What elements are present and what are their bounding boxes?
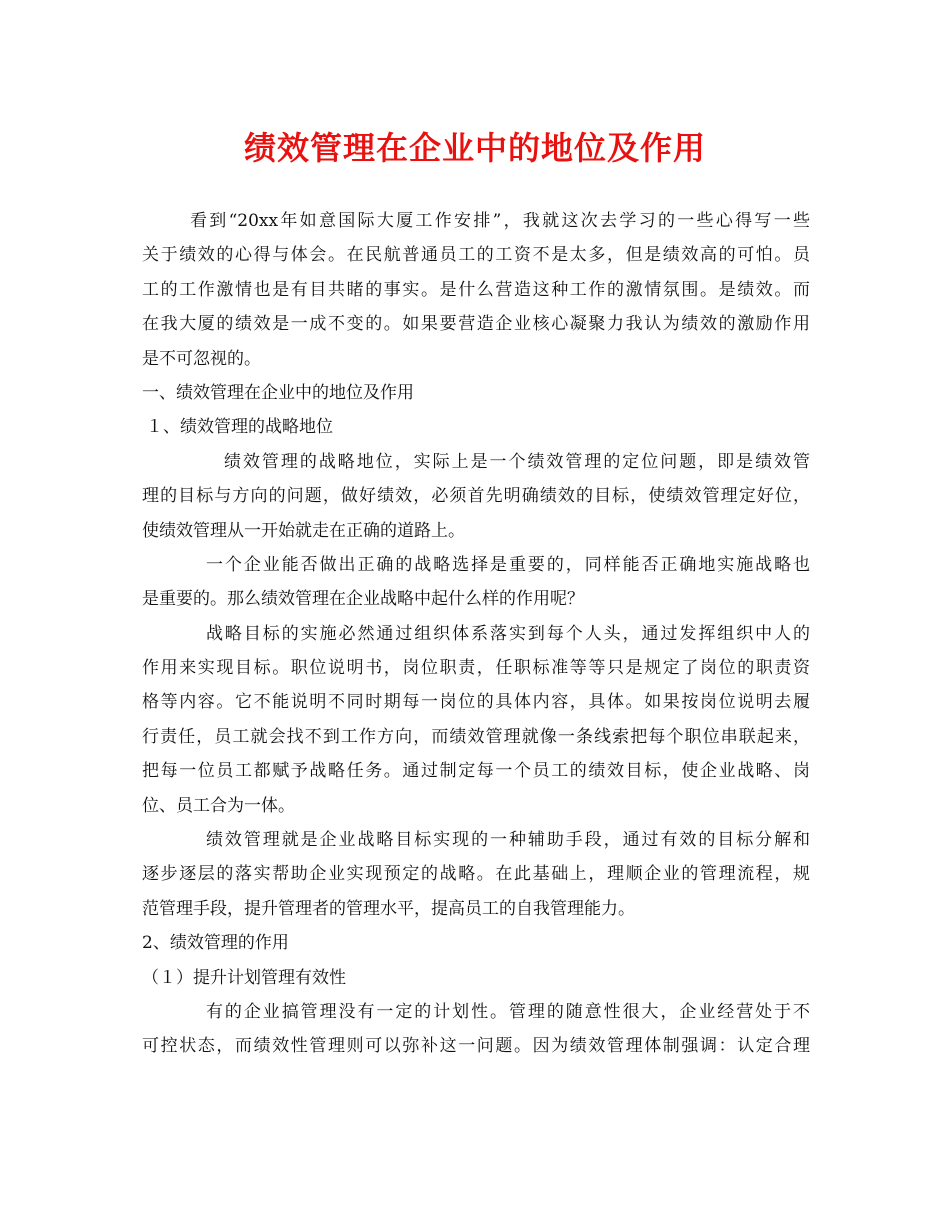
paragraph-line: 格等内容。它不能说明不同时期每一岗位的具体内容，具体。如果按岗位说明去履 xyxy=(142,692,810,713)
paragraph-line: 把每一位员工都赋予战略任务。通过制定每一个员工的绩效目标，使企业战略、岗 xyxy=(142,761,810,782)
section-heading: 一、绩效管理在企业中的地位及作用 xyxy=(142,382,414,403)
subsection-heading: （１）提升计划管理有效性 xyxy=(142,967,346,988)
paragraph-line: 可控状态，而绩效性管理则可以弥补这一问题。因为绩效管理体制强调：认定合理 xyxy=(142,1036,810,1057)
paragraph-line: 战略目标的实施必然通过组织体系落实到每个人头，通过发挥组织中人的 xyxy=(206,623,810,644)
paragraph-line: 作用来实现目标。职位说明书，岗位职责，任职标准等等只是规定了岗位的职责资 xyxy=(142,658,810,679)
paragraph-line: 范管理手段，提升管理者的管理水平，提高员工的自我管理能力。 xyxy=(142,898,635,919)
subsection-heading: １、绩效管理的战略地位 xyxy=(146,417,333,438)
paragraph-line: 在我大厦的绩效是一成不变的。如果要营造企业核心凝聚力我认为绩效的激励作用 xyxy=(142,314,810,335)
paragraph-line: 工的工作激情也是有目共睹的事实。是什么营造这种工作的激情氛围。是绩效。而 xyxy=(142,279,810,300)
paragraph-line: 一个企业能否做出正确的战略选择是重要的，同样能否正确地实施战略也 xyxy=(206,554,810,575)
document-body xyxy=(142,204,810,1064)
paragraph-line: 看到“20xx年如意国际大厦工作安排”，我就这次去学习的一些心得写一些 xyxy=(190,211,810,231)
paragraph-line: 绩效管理的战略地位，实际上是一个绩效管理的定位问题，即是绩效管 xyxy=(224,451,810,472)
paragraph-line: 使绩效管理从一开始就走在正确的道路上。 xyxy=(142,520,465,541)
paragraph-line: 是不可忽视的。 xyxy=(142,348,261,369)
paragraph-line: 有的企业搞管理没有一定的计划性。管理的随意性很大，企业经营处于不 xyxy=(206,1001,810,1022)
paragraph-line: 关于绩效的心得与体会。在民航普通员工的工资不是太多，但是绩效高的可怕。员 xyxy=(142,245,810,266)
paragraph-line: 理的目标与方向的问题，做好绩效，必须首先明确绩效的目标，使绩效管理定好位， xyxy=(142,486,810,507)
document-title: 绩效管理在企业中的地位及作用 xyxy=(243,129,706,167)
section-heading: 2、绩效管理的作用 xyxy=(142,933,289,954)
paragraph-line: 行责任，员工就会找不到工作方向，而绩效管理就像一条线索把每个职位串联起来， xyxy=(142,726,810,747)
paragraph-line: 逐步逐层的落实帮助企业实现预定的战略。在此基础上，理顺企业的管理流程，规 xyxy=(142,864,810,885)
paragraph-line: 绩效管理就是企业战略目标实现的一种辅助手段，通过有效的目标分解和 xyxy=(206,830,810,851)
paragraph-line: 是重要的。那么绩效管理在企业战略中起什么样的作用呢？ xyxy=(142,589,584,610)
paragraph-line: 位、员工合为一体。 xyxy=(142,795,295,816)
